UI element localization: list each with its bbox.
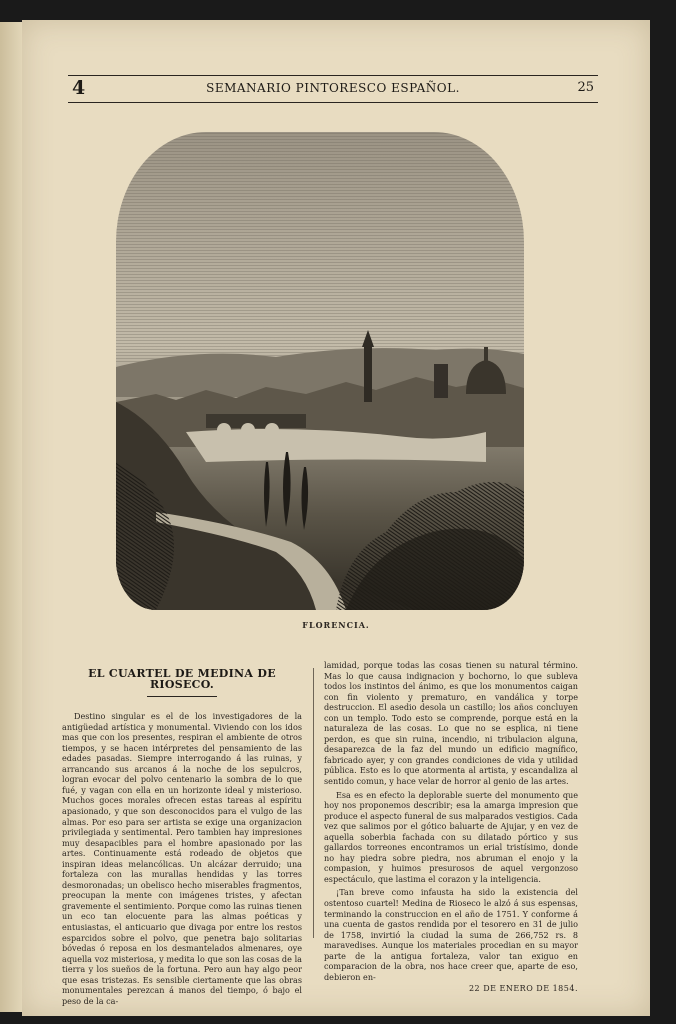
florence-engraving: [116, 132, 524, 610]
left-paragraph-1: Destino singular es el de los investigadores de la antigüedad artística y monumental. Viviendo con los idos mas que con los presentes, respiran el ambiente de otros tiempos, y se hacen intérpretes del pensamiento de las edades pasadas. Siempre interrogando á las ruinas, y arrancando sus arcanos á la noche de los sepulcros, logran evocar del polvo centenario la sombra de lo que fué, y vagan con ella en un horizonte ideal y misterioso. Muchos goces morales ofrecen estas tareas al espíritu apasionado, y que son desconocidos para el vulgo de las almas. Por eso para ser artista se exige una organizacion privilegiada y sentimental. Pero tambien hay impresiones muy desapacibles para el hombre apasionado por las artes. Continuamente está rodeado de objetos que inspiran ideas melancólicas. Un alcázar derruido; una fortaleza con las murallas hendidas y las torres desmoronadas; un obelisco hecho miserables fragmentos, preocupan la mente con imágenes tristes, y afectan gravemente el sentimiento. Porque como las ruinas tienen un eco tan elocuente para las almas poéticas y entusiastas, el anticuario que divaga por entre los restos esparcidos sobre el polvo, que penetra bajo solitarias bóvedas ó reposa en los desmantelados almenares, oye aquella voz misteriosa, y medita lo que son las cosas de la tierra y los sueños de la fortuna. Pero aun hay algo peor que esas tristezas. Es sensible ciertamente que las obras monumentales perezcan á manos del tiempo, ó bajo el peso de la ca-: [62, 711, 302, 1006]
right-paragraph-3: ¡Tan breve como infausta ha sido la existencia del ostentoso cuartel! Medina de Rioseco le alzó á sus espensas, terminando la construccion en el año de 1751. Y conforme á una cuenta de gastos rendida por el tesorero en 31 de julio de 1758, invirtió la ciudad la suma de 266,752 rs. 8 maravedises. Aunque los materiales procedian en su mayor parte de la antigua fortaleza, valor tan exiguo en comparacion de la obra, nos hace creer que, aparte de eso, debieron en-: [324, 887, 578, 982]
article-title: EL CUARTEL DE MEDINA DE RIOSECO.: [88, 667, 276, 691]
publication-title: SEMANARIO PINTORESCO ESPAÑOL.: [206, 81, 460, 95]
column-divider: [313, 668, 314, 938]
right-paragraph-2: Esa es en efecto la deplorable suerte del monumento que hoy nos proponemos describir; esa la amarga impresion que produce el aspecto funeral de sus malparados vestigios. Cada vez que salimos por el gótico baluarte de Ajujar, y en vez de aquella soberbia fachada con su dilatado pórtico y sus gallardos torreones encontramos un erial tristísimo, donde no hay piedra sobre piedra, nos abruman el enojo y la compasion, y huimos presurosos de aquel vergonzoso espectáculo, que lastima el corazon y la inteligencia.: [324, 789, 578, 884]
page-header: [68, 75, 598, 103]
issue-date: 22 DE ENERO DE 1854.: [468, 984, 578, 994]
illustration-caption: FLORENCIA.: [302, 620, 370, 630]
book-page: [22, 20, 650, 1016]
previous-page-edge: [0, 22, 23, 1012]
page-number-left: 4: [72, 77, 86, 99]
page-number-right: 25: [577, 80, 594, 95]
article-left-column: [62, 660, 302, 1006]
right-paragraph-1: lamidad, porque todas las cosas tienen su natural término. Mas lo que causa indignacion y bochorno, lo que subleva todos los instintos del ánimo, es que los monumentos caigan con fin violento y prematuro, en vandálica y torpe destruccion. El asedio desola un castillo; los años concluyen con un templo. Todo esto se comprende, porque está en la naturaleza de las cosas. Lo que no se esplica, ni tiene perdon, es que sin ruina, incendio, ni tribulacion alguna, desaparezca de la faz del mundo un edificio magnífico, fabricado ayer, y con grandes condiciones de vida y utilidad pública. Esto es lo que atormenta al artista, y escandaliza al sentido comun, y hace velar de horror al genio de las artes.: [324, 660, 578, 787]
title-rule: [147, 696, 217, 697]
article-right-column: [324, 660, 578, 995]
